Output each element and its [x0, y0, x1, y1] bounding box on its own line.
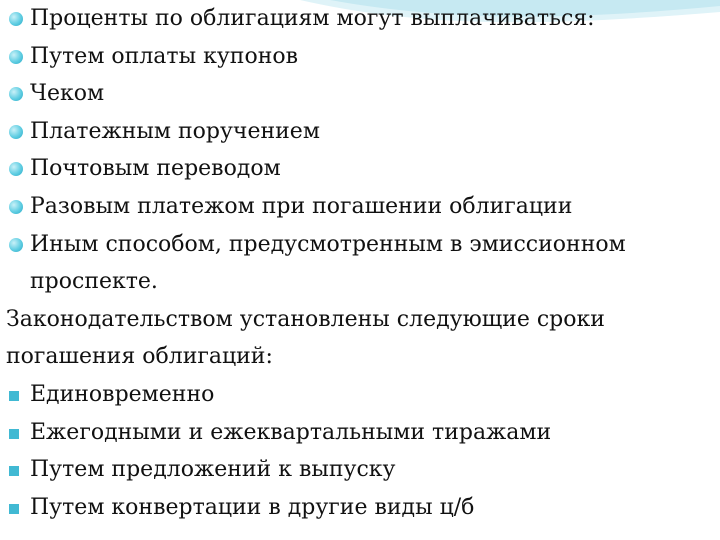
square-bullet-icon — [6, 376, 30, 414]
list-item: Путем оплаты купонов — [6, 38, 712, 76]
list-item: Ежегодными и ежеквартальными тиражами — [6, 414, 712, 452]
list-item: Путем предложений к выпуску — [6, 451, 712, 489]
square-bullet-icon — [6, 451, 30, 489]
circle-bullet-icon — [6, 150, 30, 188]
square-bullet-icon — [6, 489, 30, 527]
paragraph: Законодательством установлены следующие сроки погашения облигаций: — [6, 306, 605, 370]
list-item: Чеком — [6, 75, 712, 113]
circle-bullet-icon — [6, 113, 30, 151]
circle-bullet-icon — [6, 188, 30, 226]
list-item: Проценты по облигациям могут выплачиваться: — [6, 0, 712, 38]
list-item: Единовременно — [6, 376, 712, 414]
circle-bullet-icon — [6, 38, 30, 76]
circle-bullet-icon — [6, 75, 30, 113]
list-item: Путем конвертации в другие виды ц/б — [6, 489, 712, 527]
list-item: Разовым платежом при погашении облигации — [6, 188, 712, 226]
list-item: Платежным поручением — [6, 113, 712, 151]
slide-content — [6, 0, 712, 526]
circle-bullet-icon — [6, 226, 30, 264]
list-item: Иным способом, предусмотренным в эмиссионном проспекте. — [6, 226, 712, 301]
square-bullet-icon — [6, 414, 30, 452]
list-item: Почтовым переводом — [6, 150, 712, 188]
circle-bullet-icon — [6, 0, 30, 38]
